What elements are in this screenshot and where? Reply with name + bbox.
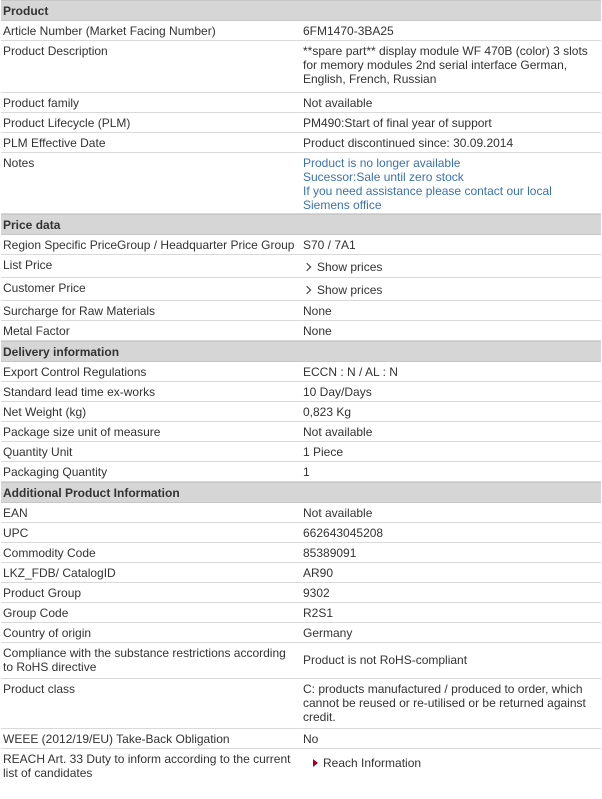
table-row bbox=[1, 362, 601, 382]
row-label: REACH Art. 33 Duty to inform according to the current list of candidates bbox=[3, 752, 291, 780]
section-header-product: Product bbox=[1, 0, 601, 21]
row-value: 85389091 bbox=[303, 546, 357, 560]
table-row bbox=[1, 113, 601, 133]
reach-information-label[interactable]: Reach Information bbox=[323, 756, 422, 770]
table-row bbox=[1, 235, 601, 255]
row-value: Product discontinued since: 30.09.2014 bbox=[303, 136, 514, 150]
table-row bbox=[1, 583, 601, 603]
section-header-additional: Additional Product Information bbox=[1, 482, 601, 503]
row-value: **spare part** display module WF 470B (color) 3 slots for memory modules 2nd serial interface German, English, French, Russian bbox=[303, 44, 588, 86]
row-value: 1 Piece bbox=[303, 445, 344, 459]
table-row bbox=[1, 603, 601, 623]
table-row bbox=[1, 321, 601, 341]
note-link-no-longer-available[interactable]: Product is no longer available bbox=[303, 156, 461, 170]
row-label: Package size unit of measure bbox=[3, 425, 161, 439]
row-label: Product class bbox=[3, 682, 76, 696]
show-prices-link-customer[interactable] bbox=[301, 278, 601, 300]
row-value: None bbox=[303, 324, 332, 338]
table-row-customer-price bbox=[1, 278, 601, 301]
row-value: None bbox=[303, 304, 332, 318]
table-row bbox=[1, 503, 601, 523]
row-value: 10 Day/Days bbox=[303, 385, 372, 399]
table-row-notes bbox=[1, 153, 601, 214]
table-row bbox=[1, 729, 601, 749]
table-row bbox=[1, 462, 601, 482]
table-row-list-price bbox=[1, 255, 601, 278]
show-prices-label[interactable]: Show prices bbox=[317, 260, 383, 274]
row-label: Surcharge for Raw Materials bbox=[3, 304, 156, 318]
row-value: 9302 bbox=[303, 586, 330, 600]
row-value: Not available bbox=[303, 425, 373, 439]
product-details-table bbox=[1, 0, 601, 782]
row-value: R2S1 bbox=[303, 606, 334, 620]
row-value: 662643045208 bbox=[303, 526, 384, 540]
row-label: Group Code bbox=[3, 606, 69, 620]
row-label: EAN bbox=[3, 506, 28, 520]
section-header-delivery: Delivery information bbox=[1, 341, 601, 362]
table-row bbox=[1, 623, 601, 643]
row-value: ECCN : N / AL : N bbox=[303, 365, 398, 379]
row-label: LKZ_FDB/ CatalogID bbox=[3, 566, 116, 580]
row-label: Net Weight (kg) bbox=[3, 405, 87, 419]
reach-information-link[interactable] bbox=[301, 749, 601, 782]
row-label: Product Group bbox=[3, 586, 82, 600]
row-value: C: products manufactured / produced to order, which cannot be reused or re-utilised or be returned against credit. bbox=[303, 682, 586, 724]
table-row bbox=[1, 133, 601, 153]
table-row bbox=[1, 301, 601, 321]
table-row bbox=[1, 523, 601, 543]
chevron-right-icon bbox=[303, 286, 311, 294]
table-row bbox=[1, 543, 601, 563]
show-prices-label[interactable]: Show prices bbox=[317, 283, 383, 297]
section-header-price-data: Price data bbox=[1, 214, 601, 235]
table-row bbox=[1, 422, 601, 442]
show-prices-link-list[interactable] bbox=[301, 255, 601, 277]
note-link-contact-office[interactable]: If you need assistance please contact our local Siemens office bbox=[303, 184, 552, 212]
row-value: 1 bbox=[303, 465, 310, 479]
table-row-reach bbox=[1, 749, 601, 782]
row-label: Product family bbox=[3, 96, 80, 110]
row-label: Article Number (Market Facing Number) bbox=[3, 24, 216, 38]
table-row bbox=[1, 679, 601, 729]
row-label: Region Specific PriceGroup / Headquarter Price Group bbox=[3, 238, 295, 252]
table-row bbox=[1, 21, 601, 41]
row-value: Not available bbox=[303, 96, 373, 110]
table-row bbox=[1, 643, 601, 679]
row-value: 0,823 Kg bbox=[303, 405, 352, 419]
row-label: Standard lead time ex-works bbox=[3, 385, 156, 399]
notes-value bbox=[301, 153, 601, 213]
row-value: S70 / 7A1 bbox=[303, 238, 356, 252]
row-label: Product Description bbox=[3, 44, 108, 58]
row-label: Product Lifecycle (PLM) bbox=[3, 116, 131, 130]
row-value: Germany bbox=[303, 626, 353, 640]
row-label: Commodity Code bbox=[3, 546, 96, 560]
row-value: Product is not RoHS-compliant bbox=[303, 653, 468, 667]
row-value: 6FM1470-3BA25 bbox=[303, 24, 394, 38]
row-label: Packaging Quantity bbox=[3, 465, 108, 479]
table-row bbox=[1, 41, 601, 93]
row-label: WEEE (2012/19/EU) Take-Back Obligation bbox=[3, 732, 230, 746]
row-value: Not available bbox=[303, 506, 373, 520]
table-row bbox=[1, 93, 601, 113]
row-label: Metal Factor bbox=[3, 324, 70, 338]
row-label: Quantity Unit bbox=[3, 445, 73, 459]
row-label: PLM Effective Date bbox=[3, 136, 106, 150]
row-value: No bbox=[303, 732, 319, 746]
row-label: UPC bbox=[3, 526, 29, 540]
table-row bbox=[1, 442, 601, 462]
table-row bbox=[1, 563, 601, 583]
note-link-successor[interactable]: Sucessor:Sale until zero stock bbox=[303, 170, 464, 184]
row-value: AR90 bbox=[303, 566, 334, 580]
table-row bbox=[1, 402, 601, 422]
caret-right-icon bbox=[313, 759, 318, 767]
row-label: Customer Price bbox=[3, 281, 86, 295]
chevron-right-icon bbox=[303, 263, 311, 271]
row-value: PM490:Start of final year of support bbox=[303, 116, 492, 130]
row-label: Compliance with the substance restrictions according to RoHS directive bbox=[3, 646, 286, 674]
row-label: Export Control Regulations bbox=[3, 365, 147, 379]
row-label: Notes bbox=[3, 156, 35, 170]
row-label: List Price bbox=[3, 258, 53, 272]
table-row bbox=[1, 382, 601, 402]
row-label: Country of origin bbox=[3, 626, 92, 640]
